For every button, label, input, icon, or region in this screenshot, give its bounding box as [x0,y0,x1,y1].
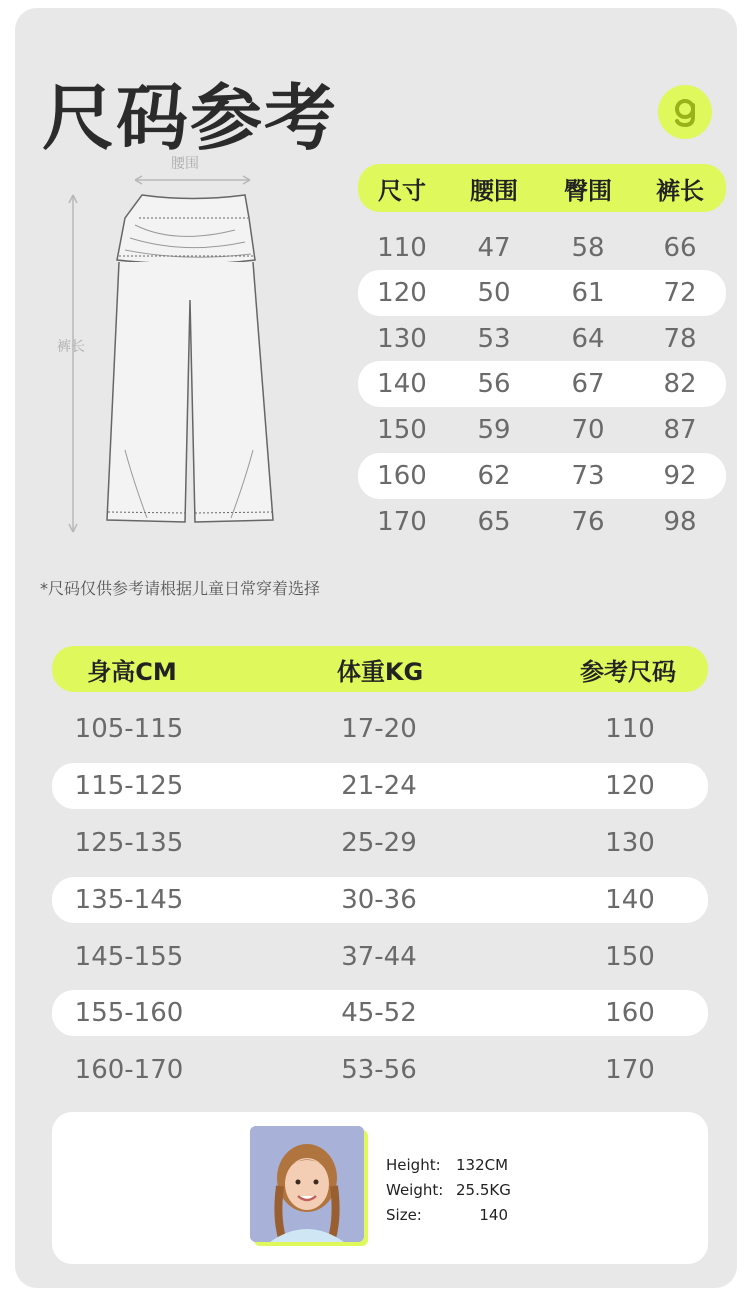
table-cell: 105-115 [74,714,184,744]
table-cell: 130 [605,828,655,858]
table-cell: 155-160 [74,998,184,1028]
brand-logo-icon [658,85,712,139]
height-label: Height: [386,1155,441,1174]
weight-value: 25.5KG [456,1180,511,1199]
model-info [386,1152,511,1227]
size-header-waist: 腰围 [470,176,518,205]
table-cell: 62 [477,461,511,491]
size-header-length: 裤长 [656,176,704,205]
table-row [52,706,708,752]
table-cell: 98 [663,507,697,537]
model-height-row [386,1152,508,1177]
table-cell: 140 [605,885,655,915]
table-row [358,361,726,407]
brand-logo [658,85,712,139]
size-header-size: 尺寸 [378,176,426,205]
table-cell: 64 [571,324,605,354]
table-cell: 110 [377,233,427,263]
table-cell: 135-145 [74,885,184,915]
size-label: Size: [386,1205,422,1224]
table-cell: 66 [663,233,697,263]
table-cell: 140 [377,369,427,399]
table-cell: 50 [477,278,511,308]
table-row [358,225,726,271]
pants-illustration [55,150,305,540]
model-photo [250,1126,364,1242]
table-cell: 61 [571,278,605,308]
table-cell: 67 [571,369,605,399]
height-header-height: 身高CM [87,657,177,686]
table-row [358,407,726,453]
height-value: 132CM [456,1155,509,1174]
page-title: 尺码参考 [42,76,339,160]
table-cell: 110 [605,714,655,744]
table-cell: 170 [377,507,427,537]
table-cell: 87 [663,415,697,445]
table-cell: 37-44 [341,942,417,972]
height-header-size: 参考尺码 [580,657,676,686]
size-value: 140 [479,1205,508,1224]
size-header-hip: 臀围 [564,176,612,205]
table-cell: 21-24 [341,771,417,801]
table-row [52,934,708,980]
length-label: 裤长 [57,339,85,355]
table-cell: 92 [663,461,697,491]
table-cell: 53 [477,324,511,354]
table-cell: 160 [377,461,427,491]
table-cell: 17-20 [341,714,417,744]
table-cell: 59 [477,415,511,445]
table-row [52,1047,708,1093]
table-row [358,453,726,499]
table-cell: 30-36 [341,885,417,915]
table-cell: 45-52 [341,998,417,1028]
table-cell: 130 [377,324,427,354]
table-cell: 115-125 [74,771,184,801]
table-cell: 170 [605,1055,655,1085]
table-cell: 82 [663,369,697,399]
model-weight-row [386,1177,511,1202]
weight-label: Weight: [386,1180,444,1199]
table-cell: 65 [477,507,511,537]
waist-label: 腰围 [171,156,199,172]
model-portrait-illustration [250,1126,364,1242]
table-row [52,820,708,866]
table-cell: 70 [571,415,605,445]
table-cell: 25-29 [341,828,417,858]
table-cell: 125-135 [74,828,184,858]
size-note: *尺码仅供参考请根据儿童日常穿着选择 [40,579,321,598]
table-cell: 53-56 [341,1055,417,1085]
size-table-header [358,164,726,212]
table-row [358,499,726,545]
table-cell: 160-170 [74,1055,184,1085]
table-cell: 145-155 [74,942,184,972]
height-table-header [52,646,708,692]
table-cell: 120 [377,278,427,308]
table-cell: 72 [663,278,697,308]
table-cell: 160 [605,998,655,1028]
table-cell: 58 [571,233,605,263]
table-cell: 76 [571,507,605,537]
table-row [52,990,708,1036]
table-cell: 78 [663,324,697,354]
table-cell: 56 [477,369,511,399]
table-row [52,763,708,809]
table-row [52,877,708,923]
table-cell: 120 [605,771,655,801]
table-cell: 47 [477,233,511,263]
table-cell: 73 [571,461,605,491]
table-cell: 150 [605,942,655,972]
table-row [358,316,726,362]
height-header-weight: 体重KG [336,657,424,686]
table-row [358,270,726,316]
model-card [52,1112,708,1264]
model-size-row [386,1202,508,1227]
table-cell: 150 [377,415,427,445]
